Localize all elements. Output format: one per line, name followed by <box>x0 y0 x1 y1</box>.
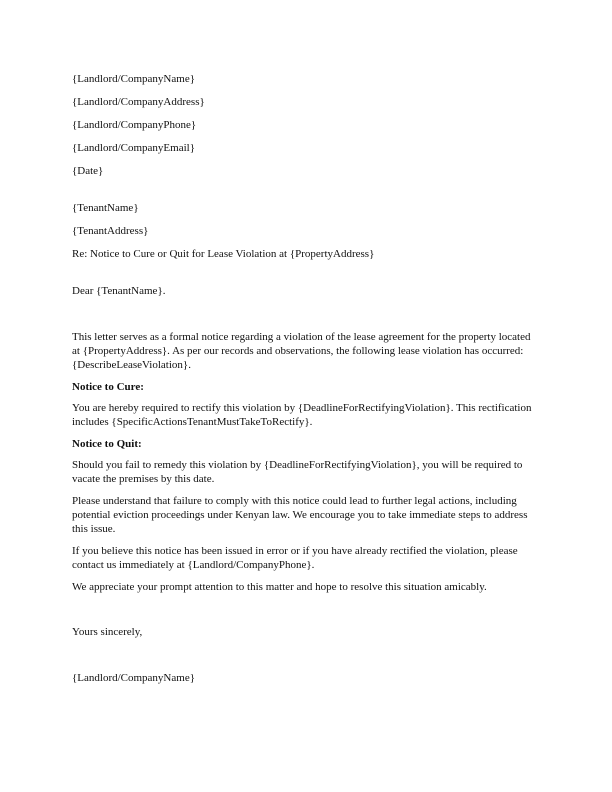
signoff: Yours sincerely, <box>72 626 143 638</box>
sender-address: {Landlord/CompanyAddress} <box>72 96 205 108</box>
spacer <box>72 270 540 284</box>
sender-block <box>72 72 540 178</box>
sender-email: {Landlord/CompanyEmail} <box>72 142 195 154</box>
letter-date: {Date} <box>72 165 104 177</box>
signature-name: {Landlord/CompanyName} <box>72 672 195 684</box>
spacer <box>72 602 540 625</box>
letter-page <box>72 72 540 694</box>
spacer <box>72 307 540 330</box>
cure-heading: Notice to Cure: <box>72 381 144 393</box>
salutation: Dear {TenantName}. <box>72 285 166 297</box>
closing-paragraph: We appreciate your prompt attention to this matter and hope to resolve this situation amicably. <box>72 581 487 593</box>
sender-name: {Landlord/CompanyName} <box>72 73 195 85</box>
sender-phone: {Landlord/CompanyPhone} <box>72 119 197 131</box>
recipient-block <box>72 201 540 261</box>
recipient-address: {TenantAddress} <box>72 225 149 237</box>
intro-paragraph: This letter serves as a formal notice regarding a violation of the lease agreement for the property located at {PropertyAddress}. As per our records and observations, the following lease violation has occurred: {DescribeLeaseViolation}. <box>72 331 531 371</box>
cure-paragraph: You are hereby required to rectify this violation by {DeadlineForRectifyingViolation}. This rectification includes {SpecificActionsTenantMustTakeToRectify}. <box>72 402 532 428</box>
error-paragraph: If you believe this notice has been issued in error or if you have already rectified the violation, please contact us immediately at {Landlord/CompanyPhone}. <box>72 545 518 571</box>
recipient-name: {TenantName} <box>72 202 139 214</box>
spacer <box>72 648 540 671</box>
quit-paragraph: Should you fail to remedy this violation by {DeadlineForRectifyingViolation}, you will be required to vacate the premises by this date. <box>72 459 523 485</box>
subject-line: Re: Notice to Cure or Quit for Lease Violation at {PropertyAddress} <box>72 248 375 260</box>
legal-paragraph: Please understand that failure to comply with this notice could lead to further legal actions, including potential eviction proceedings under Kenyan law. We encourage you to take immediate steps to address this issue. <box>72 495 528 535</box>
quit-heading: Notice to Quit: <box>72 438 142 450</box>
spacer <box>72 187 540 201</box>
